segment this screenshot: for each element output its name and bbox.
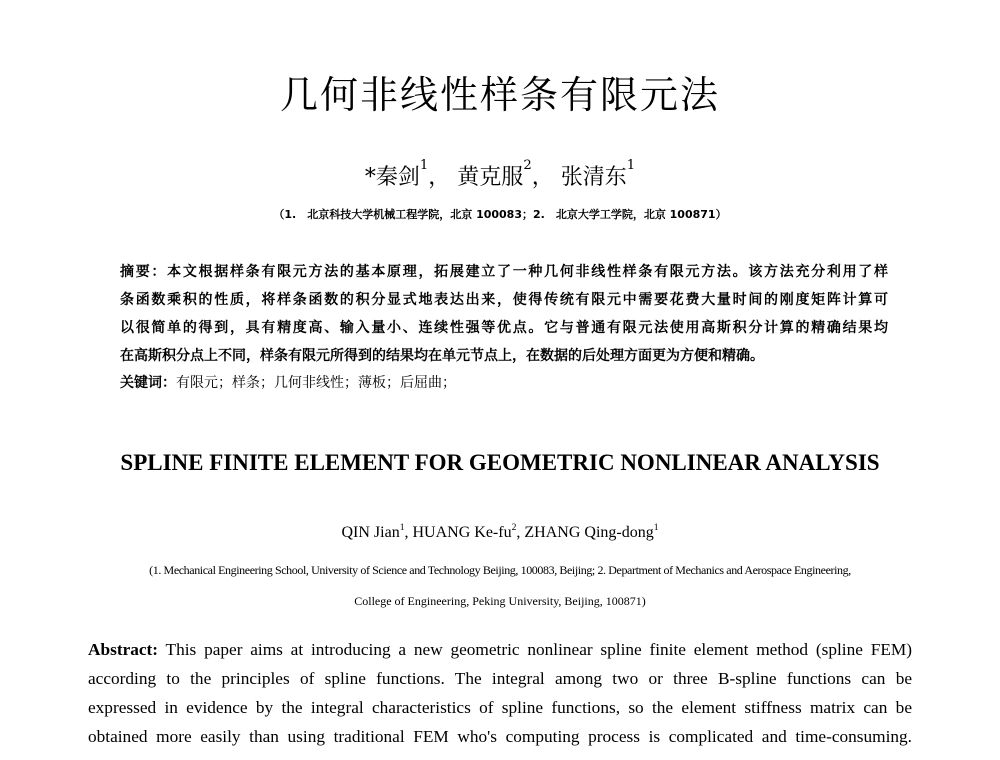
abstract-text: This paper aims at introducing a new geometric nonlinear spline finite element method (spline FEM)	[165, 640, 912, 659]
english-authors	[0, 524, 1000, 542]
chinese-abstract-line: 在高斯积分点上不同，样条有限元所得到的结果均在单元节点上，在数据的后处理方面更为方便和精确。	[120, 348, 764, 364]
chinese-affiliation: （1. 北京科技大学机械工程学院，北京 100083；2. 北京大学工学院，北京 100871）	[273, 208, 727, 221]
english-affiliation-line: (1. Mechanical Engineering School, University of Science and Technology Beijing, 100083, Beijing; 2. Department of Mechanics and Aerospace Engineering,	[149, 563, 851, 577]
author: 张清东	[560, 165, 627, 190]
author: HUANG Ke-fu	[412, 524, 512, 541]
abstract-text: 本文根据样条有限元方法的基本原理，拓展建立了一种几何非线性样条有限元方法。该方法充分利用了样	[167, 264, 888, 280]
chinese-keywords	[120, 373, 888, 393]
chinese-abstract-line	[120, 262, 888, 282]
keywords-text: 有限元；样条；几何非线性；薄板；后屈曲；	[176, 375, 456, 391]
author: 黄克服	[457, 165, 524, 190]
author: *秦剑	[364, 165, 420, 190]
abstract-label: 摘要：	[120, 264, 168, 280]
english-title: SPLINE FINITE ELEMENT FOR GEOMETRIC NONLINEAR ANALYSIS	[120, 450, 880, 475]
separator: ，	[428, 165, 451, 190]
author: QIN Jian	[341, 524, 400, 541]
separator: ,	[516, 524, 525, 541]
affiliation-mark: 1	[653, 522, 659, 533]
english-abstract-line	[88, 639, 912, 661]
affiliation-mark: 1	[626, 158, 636, 173]
separator: ，	[531, 165, 554, 190]
abstract-label: Abstract:	[88, 640, 159, 659]
affiliation-mark: 1	[419, 158, 429, 173]
chinese-abstract-line: 以很简单的得到，具有精度高、输入量小、连续性强等优点。它与普通有限元法使用高斯积分计算的精确结果均	[120, 320, 888, 336]
author: ZHANG Qing-dong	[524, 524, 654, 541]
english-abstract-line: expressed in evidence by the integral characteristics of spline functions, so the element stiffness matrix can be	[88, 698, 912, 717]
keywords-label: 关键词：	[120, 375, 176, 391]
affiliation-mark: 2	[523, 158, 532, 173]
english-abstract-line: obtained more easily than using traditional FEM who's computing process is complicated and time-consuming.	[88, 727, 912, 746]
affiliation-mark: 1	[399, 522, 405, 533]
separator: ,	[404, 524, 413, 541]
chinese-abstract-line: 条函数乘积的性质，将样条函数的积分显式地表达出来，使得传统有限元中需要花费大量时间的刚度矩阵计算可	[120, 292, 888, 308]
chinese-title: 几何非线性样条有限元法	[279, 73, 720, 117]
english-affiliation-line: College of Engineering, Peking University, Beijing, 100871)	[354, 594, 646, 608]
chinese-authors	[0, 160, 1000, 191]
affiliation-mark: 2	[511, 522, 517, 533]
english-abstract-line: according to the principles of spline functions. The integral among two or three B-spline functions can be	[88, 669, 912, 688]
